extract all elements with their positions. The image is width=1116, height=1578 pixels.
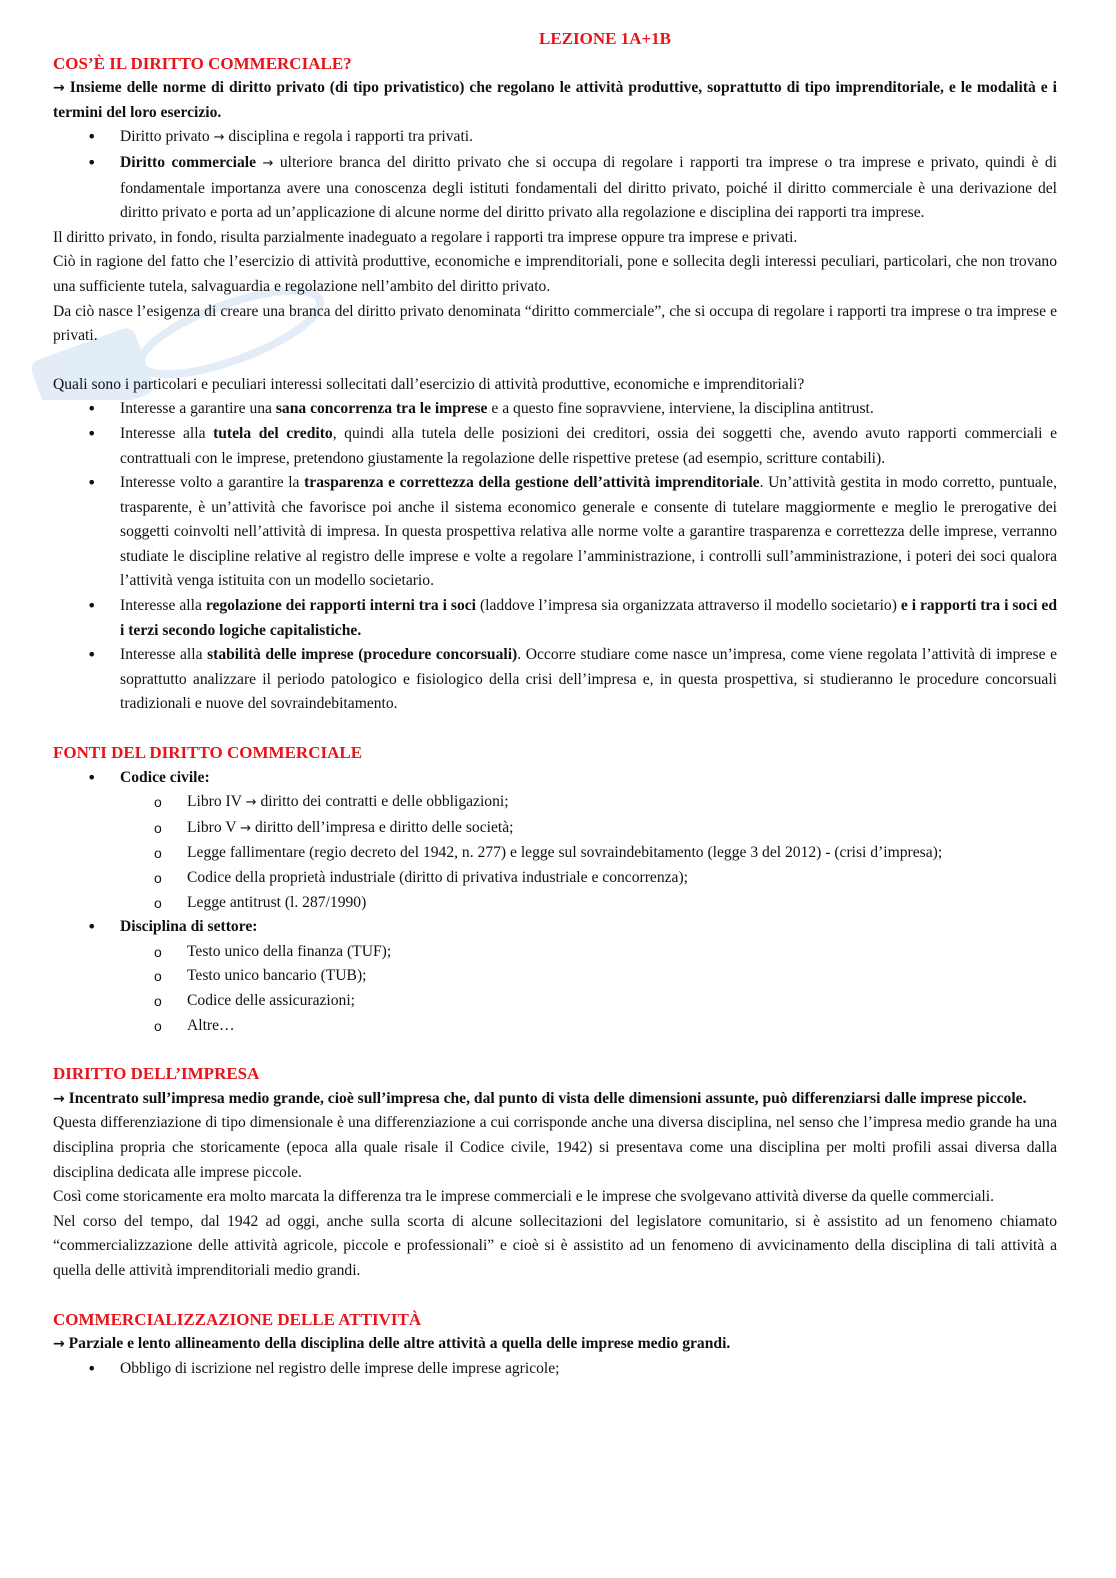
arrow-icon: → bbox=[213, 130, 225, 146]
paragraph: Nel corso del tempo, dal 1942 ad oggi, anche sulla scorta di alcune sollecitazioni del legislatore comunitario, si è assistito ad un fenomeno chiamato “commercializzazione delle attività agricole, piccole e professionali” e cioè si è assistito ad un fenomeno di avvicinamento della disciplina di tali attività a quella delle attività imprenditoriali medio grandi. bbox=[53, 1212, 1057, 1279]
sublist-item: o Libro V → diritto dell’impresa e diritto delle società; bbox=[120, 816, 1057, 842]
sublist-item: o Codice della proprietà industriale (diritto di privativa industriale e concorrenza); bbox=[120, 866, 1057, 891]
arrow-icon: → bbox=[240, 820, 252, 836]
definition-paragraph: → Parziale e lento allineamento della disciplina delle altre attività a quella delle imprese medio grandi. bbox=[53, 1335, 731, 1353]
question-paragraph: Quali sono i particolari e peculiari interessi sollecitati dall’esercizio di attività produttive, economiche e imprenditoriali? bbox=[53, 375, 805, 393]
heading-cos-e-diritto-commerciale: COS’È IL DIRITTO COMMERCIALE? bbox=[53, 53, 352, 73]
definition-list bbox=[53, 125, 1057, 225]
heading-commercializzazione: COMMERCIALIZZAZIONE DELLE ATTIVITÀ bbox=[53, 1309, 422, 1329]
list-item: • Disciplina di settore: o Testo unico della finanza (TUF); o Testo unico bancario (TUB); o Codice delle assicurazioni; o Altre… bbox=[53, 915, 1057, 1038]
list-item: • Diritto commerciale → ulteriore branca del diritto privato che si occupa di regolare i rapporti tra imprese o tra imprese e privato, quindi è di fondamentale importanza avere una conoscenza degli istituti fondamentali del diritto privato, poiché il diritto commerciale è una derivazione del diritto privato e porta ad un’applicazione di alcune norme del diritto privato alla regolazione e disciplina dei rapporti tra imprese. bbox=[53, 151, 1057, 226]
sublist-item: o Codice delle assicurazioni; bbox=[120, 989, 1057, 1014]
commercialization-list bbox=[53, 1357, 1057, 1382]
definition-paragraph: → Incentrato sull’impresa medio grande, cioè sull’impresa che, dal punto di vista delle dimensioni assunte, può differenziarsi dalle imprese piccole. bbox=[53, 1089, 1027, 1107]
list-item: • Obbligo di iscrizione nel registro delle imprese delle imprese agricole; bbox=[53, 1357, 1057, 1382]
sources-list bbox=[53, 766, 1057, 1039]
sublist-item: o Libro IV → diritto dei contratti e delle obbligazioni; bbox=[120, 790, 1057, 816]
list-item: • Diritto privato → disciplina e regola i rapporti tra privati. bbox=[53, 125, 1057, 151]
heading-fonti: FONTI DEL DIRITTO COMMERCIALE bbox=[53, 743, 363, 763]
sublist-item: o Testo unico della finanza (TUF); bbox=[120, 940, 1057, 965]
sublist-item: o Testo unico bancario (TUB); bbox=[120, 964, 1057, 989]
arrow-icon: → bbox=[53, 1090, 65, 1107]
paragraph: Da ciò nasce l’esigenza di creare una branca del diritto privato denominata “diritto commerciale”, che si occupa di regolare i rapporti tra imprese o tra imprese e privati. bbox=[53, 302, 1057, 345]
sublist bbox=[53, 940, 1057, 1038]
paragraph: Ciò in ragione del fatto che l’esercizio di attività produttive, economiche e imprenditoriali, pone e sollecita degli interessi peculiari, particolari, che non trovano una sufficiente tutela, salvaguardia e regolazione nell’ambito del diritto privato. bbox=[53, 253, 1057, 295]
page-title: LEZIONE 1A+1B bbox=[538, 29, 672, 48]
arrow-icon: → bbox=[53, 1336, 65, 1353]
sublist-item: o Legge fallimentare (regio decreto del 1942, n. 277) e legge sul sovraindebitamento (legge 3 del 2012) - (crisi d’impresa); bbox=[120, 841, 1057, 866]
arrow-icon: → bbox=[245, 795, 257, 811]
list-item: • Interesse alla regolazione dei rapporti interni tra i soci (laddove l’impresa sia organizzata attraverso il modello societario) e i rapporti tra i soci ed i terzi secondo logiche capitalistiche. bbox=[53, 594, 1057, 643]
interests-list bbox=[53, 397, 1057, 717]
list-item: • Codice civile: o Libro IV → diritto dei contratti e delle obbligazioni; o Libro V → diritto dell’impresa e diritto delle società; o Legge fallimentare (regio decreto del 1942, n. 277) e legge sul sovraindebitamento (legge 3 del 2012) - (crisi d’impresa); o Codice della proprietà industriale (diritto di privativa industriale e concorrenza); o Legge antitrust (l. 287/1990) bbox=[53, 766, 1057, 916]
list-item: • Interesse a garantire una sana concorrenza tra le imprese e a questo fine sopravviene, interviene, la disciplina antitrust. bbox=[53, 397, 1057, 422]
arrow-icon: → bbox=[53, 80, 65, 97]
paragraph: Questa differenziazione di tipo dimensionale è una differenziazione a cui corrisponde anche una diversa disciplina, nel senso che l’impresa medio grande ha una disciplina propria che storicamente (epoca alla quale risale il Codice civile, 1942) si presentava come una disciplina per molti profili assai diversa dalla disciplina dedicata alle imprese piccole. bbox=[53, 1114, 1057, 1181]
sublist-item: o Legge antitrust (l. 287/1990) bbox=[120, 891, 1057, 916]
paragraph: Così come storicamente era molto marcata la differenza tra le imprese commerciali e le imprese che svolgevano attività diverse da quelle commerciali. bbox=[53, 1188, 995, 1206]
list-item: • Interesse alla tutela del credito, quindi alla tutela delle posizioni dei creditori, ossia dei soggetti che, avendo avuto rapporti commerciali e contrattuali con le imprese, pretendono giustamente la regolazione delle rispettive pretese (ad esempio, scritture contabili). bbox=[53, 422, 1057, 471]
list-item: • Interesse alla stabilità delle imprese (procedure concorsuali). Occorre studiare come nasce un’impresa, come viene regolata l’attività di imprese e soprattutto analizzare il periodo patologico e fisiologico della crisi dell’impresa e, in questa prospettiva, si studieranno le procedure concorsuali tradizionali e nuove del sovraindebitamento. bbox=[53, 643, 1057, 717]
document-page bbox=[53, 27, 1057, 1381]
definition-paragraph: → Insieme delle norme di diritto privato (di tipo privatistico) che regolano le attività produttive, soprattutto di tipo imprenditoriale, e le modalità e i termini del loro esercizio. bbox=[53, 79, 1057, 121]
sublist bbox=[53, 790, 1057, 915]
sublist-item: o Altre… bbox=[120, 1014, 1057, 1039]
list-item: • Interesse volto a garantire la trasparenza e correttezza della gestione dell’attività imprenditoriale. Un’attività gestita in modo corretto, puntuale, trasparente, è un’attività che favorisce poi anche il sistema economico generale e consente di tutelare maggiormente e meglio le prerogative dei soggetti coinvolti nell’attività di impresa. In questa prospettiva relativa alle norme volte a garantire trasparenza e correttezza delle imprese, verranno studiate le discipline relative al registro delle imprese e volte a regolare l’amministrazione, i controlli sull’amministrazione, i poteri dei soci qualora l’attività venga istituita con un modello societario. bbox=[53, 471, 1057, 594]
arrow-icon: → bbox=[262, 155, 274, 171]
paragraph: Il diritto privato, in fondo, risulta parzialmente inadeguato a regolare i rapporti tra imprese oppure tra imprese e privati. bbox=[53, 228, 798, 246]
heading-diritto-impresa: DIRITTO DELL’IMPRESA bbox=[53, 1064, 260, 1084]
